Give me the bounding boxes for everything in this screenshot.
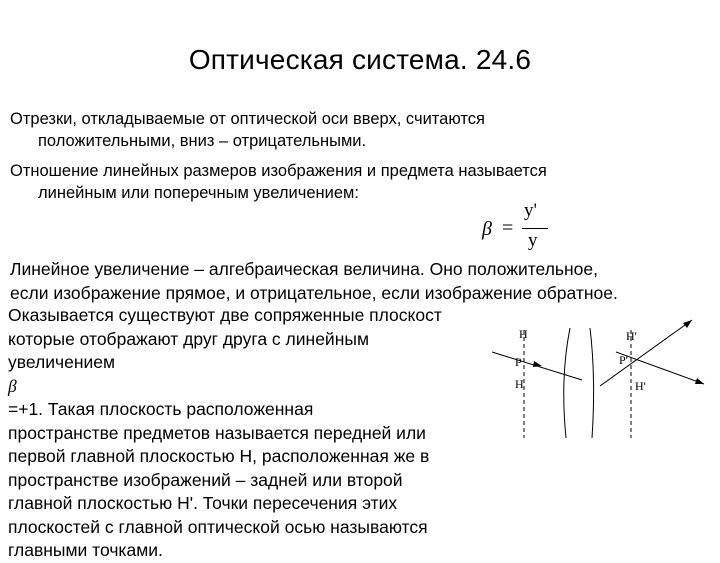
formula-equals: = <box>502 217 514 239</box>
paragraph-line: Отрезки, откладываемые от оптической оси вверх, считаются <box>10 110 485 128</box>
label-p-prime: P' <box>619 353 628 367</box>
label-h-prime-top: H' <box>626 329 637 343</box>
incoming-ray-arrow <box>533 361 542 367</box>
label-h-top: H <box>519 327 528 341</box>
outgoing-ray-down <box>616 352 704 384</box>
label-p: P <box>515 355 522 369</box>
outgoing-ray-arrow <box>683 320 692 328</box>
formula-beta: β <box>482 218 492 240</box>
formula-denominator: y <box>528 230 538 251</box>
text-fragment: увеличением <box>8 352 116 372</box>
paragraph-line: Линейное увеличение – алгебраическая величина. Оно положительное, <box>10 259 599 279</box>
formula-numerator: y' <box>524 200 537 221</box>
outgoing-ray-up <box>600 320 692 386</box>
paragraph-line: первой главной плоскостью H, расположенная же в <box>8 446 430 466</box>
paragraph-line: пространстве предметов называется передней или <box>8 422 426 443</box>
label-h-prime-bottom: H' <box>635 379 646 393</box>
paragraph-line: главной плоскостью H'. Точки пересечения этих <box>8 493 398 513</box>
outgoing-ray-down-arrow <box>695 378 704 384</box>
paragraph-line: Отношение линейных размеров изображения и предмета называется <box>10 162 547 180</box>
paragraph-line <box>8 351 498 422</box>
paragraph-line: положительными, вниз – отрицательными. <box>38 132 367 150</box>
paragraph-line: плоскостей с главной оптической осью называются <box>8 516 428 537</box>
paragraph-magnification-definition <box>10 160 710 204</box>
text-fragment: =+1. Такая плоскость расположенная <box>8 399 314 419</box>
paragraph-line: линейным или поперечным увеличением: <box>38 184 359 202</box>
lens-surface-left <box>564 328 570 438</box>
fraction-bar <box>522 228 548 229</box>
principal-planes-diagram <box>492 308 720 448</box>
page-title: Оптическая система. 24.6 <box>188 44 532 75</box>
beta-symbol: β <box>8 375 17 396</box>
paragraph-line: если изображение прямое, и отрицательное, если изображение обратное. <box>10 282 618 303</box>
paragraph-algebraic-magnification <box>10 258 710 305</box>
paragraph-line: Оказывается существуют две сопряженные плоскост <box>8 305 442 325</box>
magnification-formula <box>476 198 556 258</box>
paragraph-sign-convention <box>10 108 710 152</box>
paragraph-line: которые отображают друг друга с линейным <box>8 328 369 349</box>
paragraph-line: пространстве изображений – задней или второй <box>8 469 403 490</box>
paragraph-line: главными точками. <box>8 540 163 560</box>
lens-surface-right <box>590 328 594 438</box>
paragraph-principal-planes <box>8 304 498 563</box>
label-h-bottom: H <box>515 377 524 391</box>
